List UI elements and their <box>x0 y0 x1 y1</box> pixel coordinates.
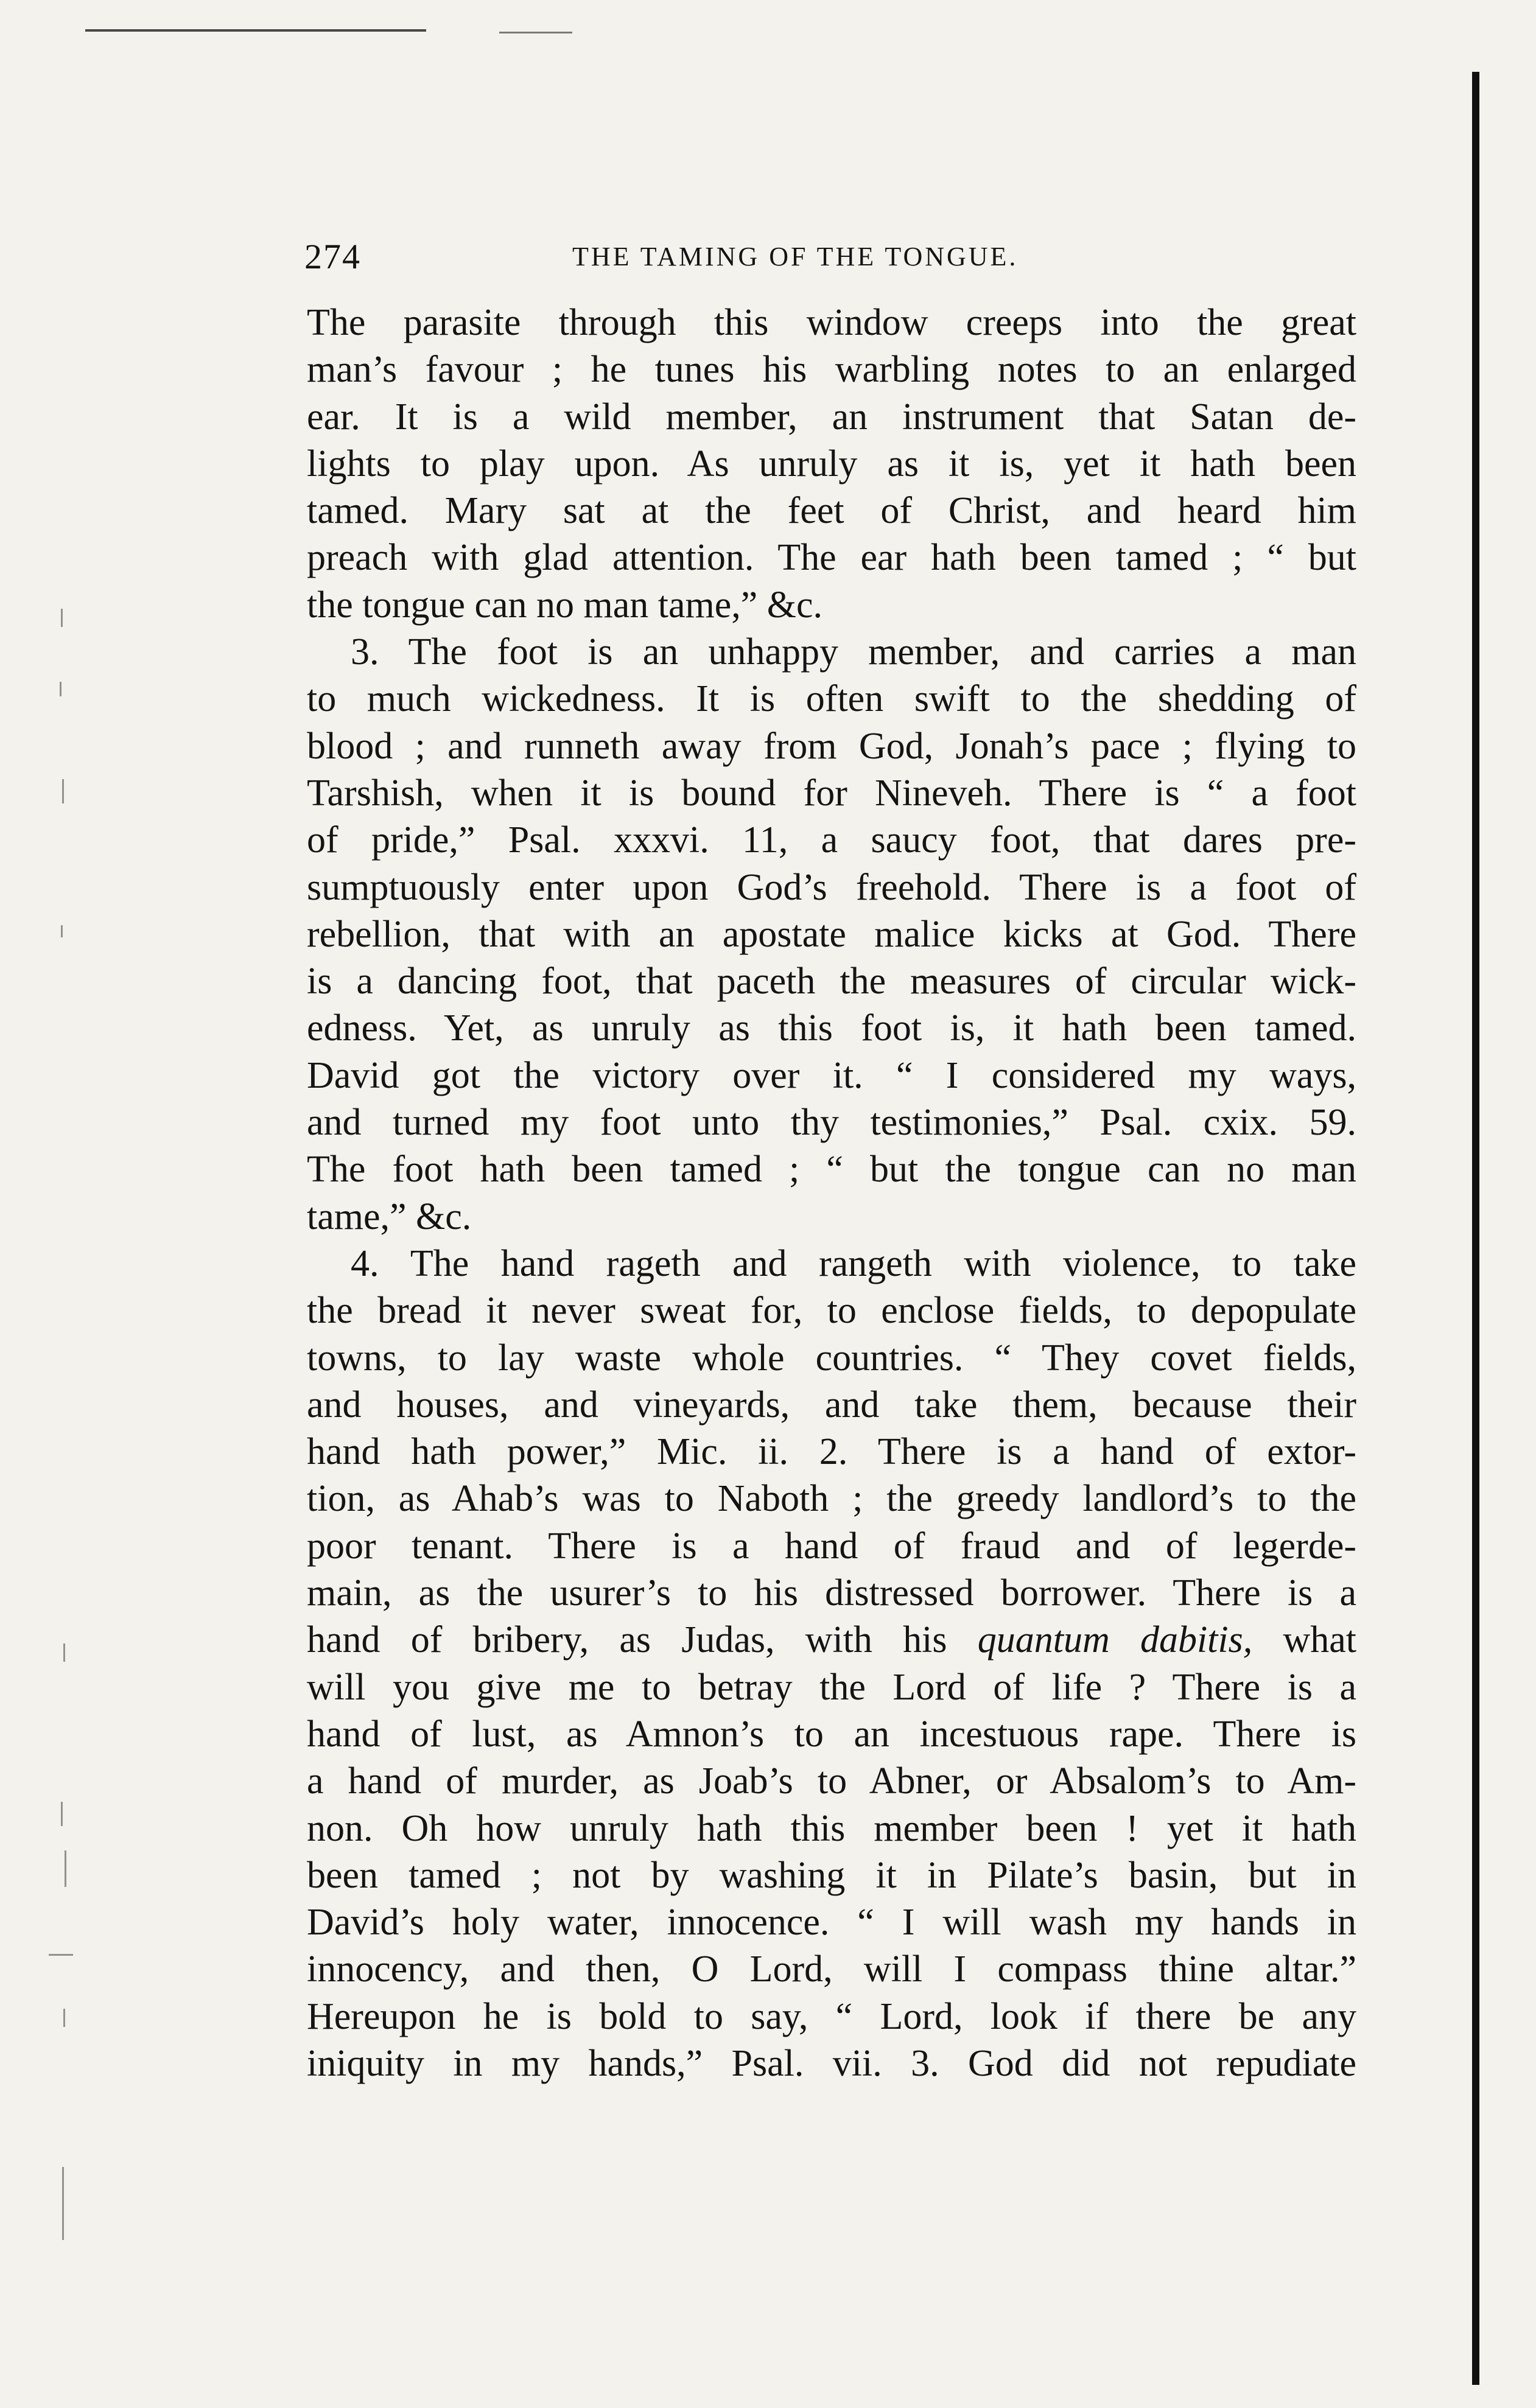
text-line: poor tenant. There is a hand of fraud and of legerde- <box>307 1525 1356 1567</box>
page-number: 274 <box>304 237 361 276</box>
text-line: and houses, and vineyards, and take them, because their <box>307 1384 1356 1426</box>
text-line: and turned my foot unto thy testimonies,” Psal. cxix. 59. <box>307 1102 1356 1144</box>
text-line: edness. Yet, as unruly as this foot is, it hath been tamed. <box>307 1007 1356 1049</box>
text-line: tamed. Mary sat at the feet of Christ, and heard him <box>307 490 1356 532</box>
italic-latin-phrase: quantum dabitis, <box>977 1619 1253 1661</box>
text-line: preach with glad attention. The ear hath been tamed ; “ but <box>307 537 1356 579</box>
text-line-with-italic <box>307 1617 1356 1664</box>
text-line: the tongue can no man tame,” &c. <box>307 584 823 626</box>
text-line: The parasite through this window creeps into the great <box>307 302 1356 343</box>
text-line: lights to play upon. As unruly as it is, yet it hath been <box>307 443 1356 485</box>
text-line: hand of lust, as Amnon’s to an incestuous rape. There is <box>307 1713 1356 1755</box>
text-line: the bread it never sweat for, to enclose fields, to depopulate <box>307 1290 1356 1332</box>
text-line: 4. The hand rageth and rangeth with violence, to take <box>351 1242 1356 1284</box>
text-line: man’s favour ; he tunes his warbling notes to an enlarged <box>307 349 1356 391</box>
text-line: 3. The foot is an unhappy member, and carries a man <box>351 631 1356 673</box>
text-line: ear. It is a wild member, an instrument that Satan de- <box>307 396 1356 438</box>
text-line: Tarshish, when it is bound for Nineveh. There is “ a foot <box>307 772 1356 814</box>
running-head <box>304 236 1358 285</box>
running-title: THE TAMING OF THE TONGUE. <box>572 242 1019 271</box>
text-line: rebellion, that with an apostate malice kicks at God. There <box>307 913 1356 955</box>
text-line: sumptuously enter upon God’s freehold. There is a foot of <box>307 866 1356 908</box>
text-line: been tamed ; not by washing it in Pilate’s basin, but in <box>307 1854 1356 1896</box>
scan-binding-shadow <box>1472 72 1479 2385</box>
text-line: David’s holy water, innocence. “ I will wash my hands in <box>307 1902 1356 1944</box>
scan-edge-rule <box>85 29 426 32</box>
line-text-after: what <box>1252 1619 1356 1661</box>
text-line: iniquity in my hands,” Psal. vii. 3. God did not repudiate <box>307 2042 1356 2084</box>
text-line: tion, as Ahab’s was to Naboth ; the greedy landlord’s to the <box>307 1478 1356 1520</box>
body-text <box>307 299 1356 2087</box>
text-line: David got the victory over it. “ I considered my ways, <box>307 1054 1356 1096</box>
text-line: blood ; and runneth away from God, Jonah’s pace ; flying to <box>307 725 1356 767</box>
text-line: main, as the usurer’s to his distressed borrower. There is a <box>307 1572 1356 1614</box>
text-line: Hereupon he is bold to say, “ Lord, look if there be any <box>307 1995 1356 2037</box>
text-line: The foot hath been tamed ; “ but the tongue can no man <box>307 1149 1356 1191</box>
text-line: is a dancing foot, that paceth the measures of circular wick- <box>307 961 1356 1003</box>
text-line: towns, to lay waste whole countries. “ They covet fields, <box>307 1337 1356 1379</box>
text-line: to much wickedness. It is often swift to the shedding of <box>307 678 1356 720</box>
text-line: non. Oh how unruly hath this member been ! yet it hath <box>307 1807 1356 1849</box>
text-line: innocency, and then, O Lord, will I compass thine altar.” <box>307 1948 1356 1990</box>
text-line: of pride,” Psal. xxxvi. 11, a saucy foot, that dares pre- <box>307 819 1356 861</box>
line-text: hand of bribery, as Judas, with his <box>307 1619 947 1661</box>
text-line: hand hath power,” Mic. ii. 2. There is a hand of extor- <box>307 1431 1356 1473</box>
scan-edge-rule <box>499 32 572 33</box>
text-line: a hand of murder, as Joab’s to Abner, or Absalom’s to Am- <box>307 1760 1356 1802</box>
text-line: will you give me to betray the Lord of life ? There is a <box>307 1666 1356 1708</box>
text-line: tame,” &c. <box>307 1195 472 1237</box>
scan-edge-marks <box>49 609 73 2362</box>
